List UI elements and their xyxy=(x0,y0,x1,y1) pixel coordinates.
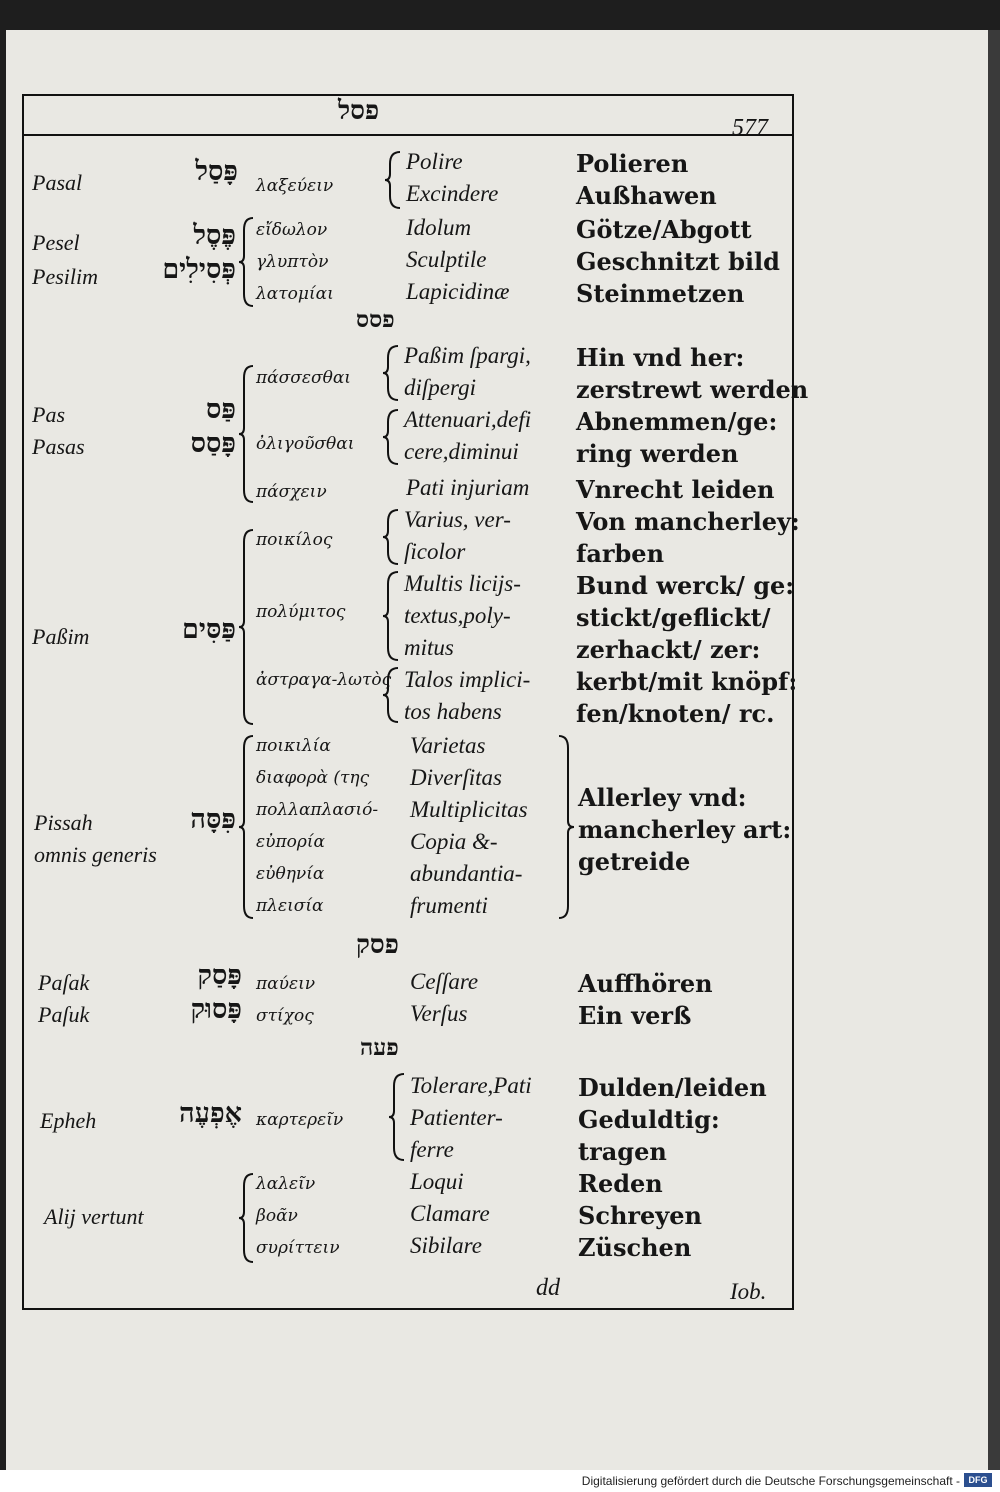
translit-pesel: Pesel xyxy=(32,230,80,255)
greek-pauein: παύειν xyxy=(256,974,316,994)
german-gotze: Götze/Abgott xyxy=(576,215,752,244)
german-auffhoren: Auffhören xyxy=(578,969,713,998)
german-hin-2: zerstrewt werden xyxy=(576,375,809,404)
greek-pesel: εἴδωλον xyxy=(256,220,328,240)
hebrew-pesel: פֶּסֶל xyxy=(193,220,236,251)
german-bund-2: stickt/geflickt/ xyxy=(576,603,771,632)
german-ein-verss: Ein verß xyxy=(578,1001,692,1030)
german-dulden-2: Geduldtig: xyxy=(578,1105,720,1134)
german-zuschen: Züschen xyxy=(578,1233,692,1262)
latin-pasal-2: Excindere xyxy=(406,181,499,206)
german-pasal-2: Außhawen xyxy=(576,181,717,210)
translit-pasas: Pasas xyxy=(32,434,85,459)
latin-pasal-1: Polire xyxy=(406,149,463,174)
section-root-pah: פעה xyxy=(360,1034,399,1061)
latin-loqui: Loqui xyxy=(410,1169,464,1194)
german-von-1: Von mancherley: xyxy=(576,507,800,536)
german-geschnitzt: Geschnitzt bild xyxy=(576,247,780,276)
brace-epheh xyxy=(388,1072,408,1162)
latin-multis-2: textus,poly- xyxy=(404,603,511,628)
latin-lapicidinae: Lapicidinæ xyxy=(406,279,510,304)
dfg-logo: DFG xyxy=(964,1473,992,1487)
latin-multis-3: mitus xyxy=(404,635,454,660)
greek-pesilim: γλυπτὸν xyxy=(256,252,329,272)
greek-pasal: λαξεύειν xyxy=(256,176,334,196)
german-pasal-1: Polieren xyxy=(576,149,689,178)
brace-pesel xyxy=(238,216,256,308)
greek-polymitos: πολύμιτος xyxy=(256,602,346,622)
hebrew-pas: פַּס xyxy=(205,394,236,425)
latin-tolerare-2: Patienter- xyxy=(410,1105,503,1130)
translit-epheh: Epheh xyxy=(40,1108,97,1133)
brace-passim xyxy=(238,528,256,726)
german-hin-1: Hin vnd her: xyxy=(576,343,745,372)
latin-sibilare: Sibilare xyxy=(410,1233,482,1258)
german-von-2: farben xyxy=(576,539,665,568)
greek-karterein: καρτερεῖν xyxy=(256,1110,344,1130)
section-root-pss: פסס xyxy=(356,306,395,333)
greek-pati: πάσχειν xyxy=(256,482,327,502)
pissah-latin-2: Diverſitas xyxy=(410,765,502,790)
pissah-latin-5: abundantia- xyxy=(410,861,523,886)
brace-pissah-left xyxy=(238,734,256,920)
greek-astragalotos: ἀστραγα-λωτὸς xyxy=(256,670,392,690)
hebrew-pasuk: פָּסוּק xyxy=(190,994,242,1025)
brace-varius xyxy=(382,508,402,566)
latin-idolum: Idolum xyxy=(406,215,472,240)
hebrew-epheh: אֶפְעֶה xyxy=(179,1098,242,1129)
running-head: פסל xyxy=(338,96,380,126)
german-dulden-1: Dulden/leiden xyxy=(578,1073,767,1102)
signature-mark: dd xyxy=(536,1275,560,1301)
pissah-latin-1: Varietas xyxy=(410,733,486,758)
header-rule xyxy=(22,134,792,136)
latin-attenuari-2: cere,diminui xyxy=(404,439,519,464)
latin-passim-2: diſpergi xyxy=(404,375,476,400)
dfg-credit: Digitalisierung gefördert durch die Deutsche Forschungsgemeinschaft - xyxy=(581,1474,960,1488)
hebrew-pesilim: פְּסִילִים xyxy=(162,254,236,285)
latin-varius-2: ſicolor xyxy=(404,539,466,564)
pissah-greek-1: ποικιλία xyxy=(256,736,331,756)
german-abnemmen-2: ring werden xyxy=(576,439,739,468)
section-root-psk: פסק xyxy=(356,930,399,960)
hebrew-passim: פַּסִּים xyxy=(182,614,236,645)
latin-sculptile: Sculptile xyxy=(406,247,487,272)
translit-alij-vertunt: Alij vertunt xyxy=(44,1204,144,1229)
translit-pissah: Pissah xyxy=(34,810,93,835)
translit-pasak: Paſak xyxy=(38,970,90,995)
brace-talos xyxy=(382,666,402,724)
german-bund-3: zerhackt/ zer: xyxy=(576,635,761,664)
pissah-greek-6: πλεισία xyxy=(256,896,324,916)
latin-multis-1: Multis licijs- xyxy=(404,571,521,596)
pissah-latin-4: Copia &- xyxy=(410,829,498,854)
pissah-greek-5: εὐθηνία xyxy=(256,864,325,884)
greek-pasas: ὀλιγοῦσθαι xyxy=(256,434,355,454)
german-dulden-3: tragen xyxy=(578,1137,667,1166)
latin-varius-1: Varius, ver- xyxy=(404,507,511,532)
brace-pasal xyxy=(384,150,404,210)
brace-attenuari xyxy=(382,408,402,466)
german-allerley-3: getreide xyxy=(578,847,691,876)
page-number: 577 xyxy=(732,115,768,141)
greek-lalein: λαλεῖν xyxy=(256,1174,316,1194)
translit-omnis-generis: omnis generis xyxy=(34,842,157,867)
german-allerley-2: mancherley art: xyxy=(578,815,792,844)
latin-clamare: Clamare xyxy=(410,1201,490,1226)
hebrew-pasak: פָּסַק xyxy=(197,960,242,991)
pissah-latin-3: Multiplicitas xyxy=(410,797,528,822)
german-steinmetzen: Steinmetzen xyxy=(576,279,745,308)
page-edge xyxy=(988,30,1000,1470)
latin-tolerare-3: ferre xyxy=(410,1137,454,1162)
latin-tolerare-1: Tolerare,Pati xyxy=(410,1073,532,1098)
translit-pasuk: Paſuk xyxy=(38,1002,90,1027)
german-vnrecht: Vnrecht leiden xyxy=(576,475,775,504)
german-bund-1: Bund werck/ ge: xyxy=(576,571,795,600)
latin-pati-injuriam: Pati injuriam xyxy=(406,475,530,500)
brace-passim-spargi xyxy=(382,344,402,402)
latin-passim-1: Paßim ſpargi, xyxy=(404,343,531,368)
german-allerley-1: Allerley vnd: xyxy=(578,783,747,812)
hebrew-pissah: פִּסָּה xyxy=(190,804,236,835)
latin-talos-1: Talos implici- xyxy=(404,667,531,692)
greek-pas: πάσσεσθαι xyxy=(256,368,351,388)
greek-boan: βοᾶν xyxy=(256,1206,298,1226)
brace-pas xyxy=(238,364,256,504)
german-kerbt-1: kerbt/mit knöpf: xyxy=(576,667,798,696)
pissah-greek-3: πολλαπλασιό- xyxy=(256,800,379,820)
german-abnemmen-1: Abnemmen/ge: xyxy=(576,407,778,436)
translit-pasal: Pasal xyxy=(32,170,83,195)
greek-syrittein: συρίττειν xyxy=(256,1238,340,1258)
latin-versus: Verſus xyxy=(410,1001,468,1026)
german-reden: Reden xyxy=(578,1169,663,1198)
greek-poikilos: ποικίλος xyxy=(256,530,333,550)
latin-talos-2: tos habens xyxy=(404,699,502,724)
german-schreyen: Schreyen xyxy=(578,1201,702,1230)
translit-pesilim: Pesilim xyxy=(32,264,98,289)
pissah-greek-2: διαφορὰ (της xyxy=(256,768,370,788)
greek-stichos: στίχος xyxy=(256,1006,314,1026)
pissah-greek-4: εὐπορία xyxy=(256,832,326,852)
greek-lapicidinae: λατομίαι xyxy=(256,284,334,304)
hebrew-pasal: פָּסַל xyxy=(195,156,238,187)
translit-pas: Pas xyxy=(32,402,65,427)
latin-cessare: Ceſſare xyxy=(410,969,479,994)
hebrew-pasas: פָּסַס xyxy=(190,428,236,459)
brace-pissah-right xyxy=(556,734,576,920)
translit-passim: Paßim xyxy=(32,624,90,649)
brace-alij xyxy=(238,1172,256,1264)
brace-multis xyxy=(382,570,402,662)
latin-attenuari-1: Attenuari,defi xyxy=(404,407,532,432)
catchword: Iob. xyxy=(730,1279,767,1304)
pissah-latin-6: frumenti xyxy=(410,893,488,918)
german-kerbt-2: fen/knoten/ rc. xyxy=(576,699,775,728)
